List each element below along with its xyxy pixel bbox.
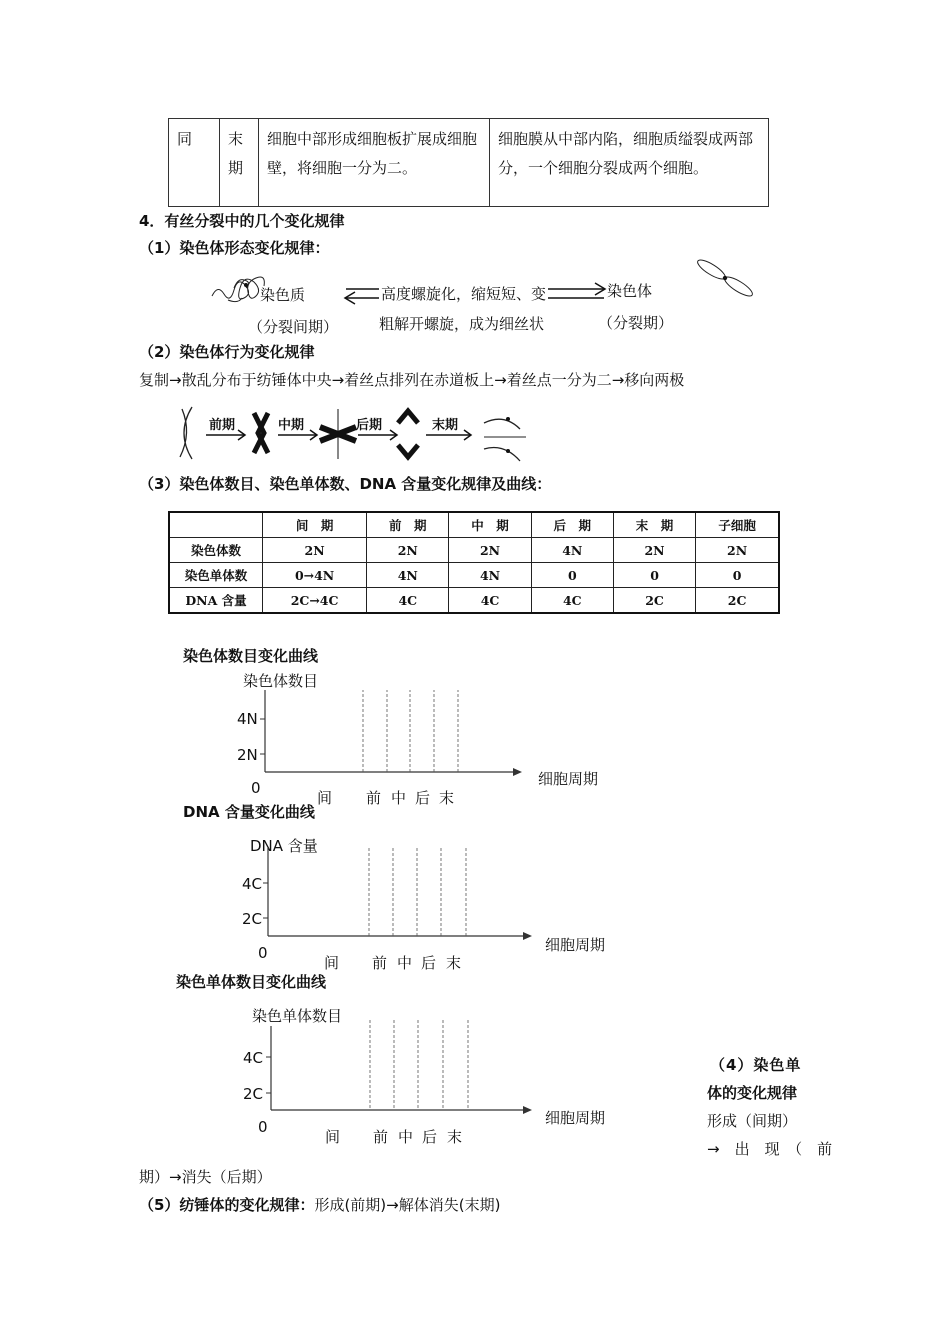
chart-title: DNA 含量变化曲线: [183, 803, 315, 821]
table-cell: 2N: [263, 538, 367, 563]
table-header: 子细胞: [696, 512, 779, 538]
arrow-label-reverse: 粗解开螺旋，成为细丝状: [379, 315, 545, 333]
phase-comparison-table: [168, 118, 769, 207]
phase-label: 末: [439, 789, 455, 807]
chromatin-icon: [212, 277, 264, 302]
chromosome-label: 染色体: [607, 282, 653, 300]
origin-label: 0: [258, 1118, 268, 1136]
chart-ylabel: DNA 含量: [250, 837, 318, 855]
x-axis-label: 细胞周期: [545, 936, 606, 954]
table-cell: 4C: [367, 588, 449, 614]
table-cell: 2C: [696, 588, 779, 614]
subheading-morphology: （1）染色体形态变化规律：: [139, 239, 330, 257]
table-header: 后 期: [531, 512, 613, 538]
chromosome-icon: [695, 258, 755, 299]
subheading-behavior: （2）染色体行为变化规律: [139, 343, 315, 361]
section-heading: 4．有丝分裂中的几个变化规律: [139, 212, 345, 230]
chart-title: 染色单体数目变化曲线: [176, 973, 327, 991]
table-row: [169, 119, 769, 207]
phase-label: 前: [372, 954, 388, 972]
chart-title: 染色体数目变化曲线: [183, 647, 319, 665]
table-header: 前 期: [367, 512, 449, 538]
y-tick-high: 4C: [242, 875, 263, 893]
spindle-rule-text: 形成(前期)→解体消失(末期): [314, 1196, 501, 1214]
table-cell: 2N: [367, 538, 449, 563]
table-cell: 0: [531, 563, 613, 588]
y-tick-high: 4N: [237, 710, 258, 728]
table-header: [169, 512, 263, 538]
table-row: [169, 563, 779, 588]
table-cell: 2N: [449, 538, 531, 563]
phase-label: 后: [421, 954, 437, 972]
table-cell: 4N: [367, 563, 449, 588]
chromatin-label: 染色质: [260, 286, 306, 304]
chromatid-rule-heading-1: （4）染色单: [710, 1056, 802, 1074]
table-cell: 染色单体数: [169, 563, 263, 588]
table-header: 中 期: [449, 512, 531, 538]
chromosome-count-chart: [230, 690, 550, 810]
table-row: [169, 588, 779, 614]
table-cell: 4N: [449, 563, 531, 588]
spindle-rule-label: （5）纺锤体的变化规律：: [139, 1196, 315, 1214]
count-table: [168, 511, 780, 614]
origin-label: 0: [258, 944, 268, 962]
table-cell: 染色体数: [169, 538, 263, 563]
division-label: （分裂期）: [598, 314, 674, 332]
phase-label: 间: [317, 789, 333, 807]
phase-label: 间: [324, 954, 340, 972]
phase-label: 末: [447, 1128, 463, 1146]
y-tick-low: 2N: [237, 746, 258, 764]
chromatid-rule-text-2: → 出 现 （ 前: [707, 1140, 833, 1158]
phase-label: 后: [415, 789, 431, 807]
table-cell: 2C: [613, 588, 695, 614]
table-header: 末 期: [613, 512, 695, 538]
behavior-diagram: [170, 403, 550, 463]
table-cell: 0→4N: [263, 563, 367, 588]
table-cell: 同: [169, 119, 220, 207]
table-cell: 末期: [220, 119, 259, 207]
table-cell: 2C→4C: [263, 588, 367, 614]
dna-content-chart: [230, 848, 550, 948]
table-cell: 0: [613, 563, 695, 588]
spindle-rule: [139, 1194, 500, 1215]
phase-label: 中: [397, 954, 413, 972]
y-tick-low: 2C: [243, 1085, 264, 1103]
arrow-label-forward: 高度螺旋化，缩短短、变: [381, 285, 547, 303]
x-axis-label: 细胞周期: [545, 1109, 606, 1127]
table-header: 间 期: [263, 512, 367, 538]
table-cell: 4C: [449, 588, 531, 614]
phase-label: 前: [373, 1128, 389, 1146]
chart-ylabel: 染色体数目: [243, 672, 319, 690]
phase-label: 前: [366, 789, 382, 807]
stage-anaphase-label: 后期: [356, 418, 383, 433]
stage-telophase-label: 末期: [432, 418, 459, 433]
replicated-chromosome-icon: [180, 407, 192, 459]
chromatid-count-chart: [230, 1020, 550, 1120]
chromatid-rule-heading-2: 体的变化规律: [707, 1084, 798, 1102]
table-cell: 细胞膜从中部内陷，细胞质缢裂成两部分，一个细胞分裂成两个细胞。: [490, 119, 769, 207]
origin-label: 0: [251, 779, 261, 797]
chart-ylabel: 染色单体数目: [252, 1007, 343, 1025]
table-cell: 4N: [531, 538, 613, 563]
behavior-sequence: 复制→散乱分布于纺锤体中央→着丝点排列在赤道板上→着丝点一分为二→移向两极: [139, 371, 685, 389]
phase-label: 末: [446, 954, 462, 972]
x-axis-label: 细胞周期: [538, 770, 599, 788]
table-cell: 2N: [696, 538, 779, 563]
x-chromosome-icon: [254, 413, 268, 453]
stage-prophase-label: 前期: [209, 418, 236, 433]
table-header-row: [169, 512, 779, 538]
phase-label: 中: [398, 1128, 414, 1146]
table-row: [169, 538, 779, 563]
table-cell: 0: [696, 563, 779, 588]
telophase-chromatin-icon: [484, 419, 520, 429]
chromatid-rule-text-1: 形成（间期）: [707, 1112, 798, 1130]
table-cell: 2N: [613, 538, 695, 563]
phase-label: 中: [391, 789, 407, 807]
phase-label: 间: [325, 1128, 341, 1146]
y-tick-low: 2C: [242, 910, 263, 928]
phase-label: 后: [422, 1128, 438, 1146]
subheading-counts: （3）染色体数目、染色单体数、DNA 含量变化规律及曲线：: [139, 475, 552, 493]
table-cell: 细胞中部形成细胞板扩展成细胞壁，将细胞一分为二。: [259, 119, 490, 207]
table-cell: 4C: [531, 588, 613, 614]
interphase-label: （分裂间期）: [248, 318, 339, 336]
chromatid-rule-text-3: 期）→消失（后期）: [139, 1168, 272, 1186]
table-cell: DNA 含量: [169, 588, 263, 614]
stage-metaphase-label: 中期: [278, 418, 305, 433]
anaphase-chromosome-icon: [398, 411, 418, 457]
y-tick-high: 4C: [243, 1049, 264, 1067]
